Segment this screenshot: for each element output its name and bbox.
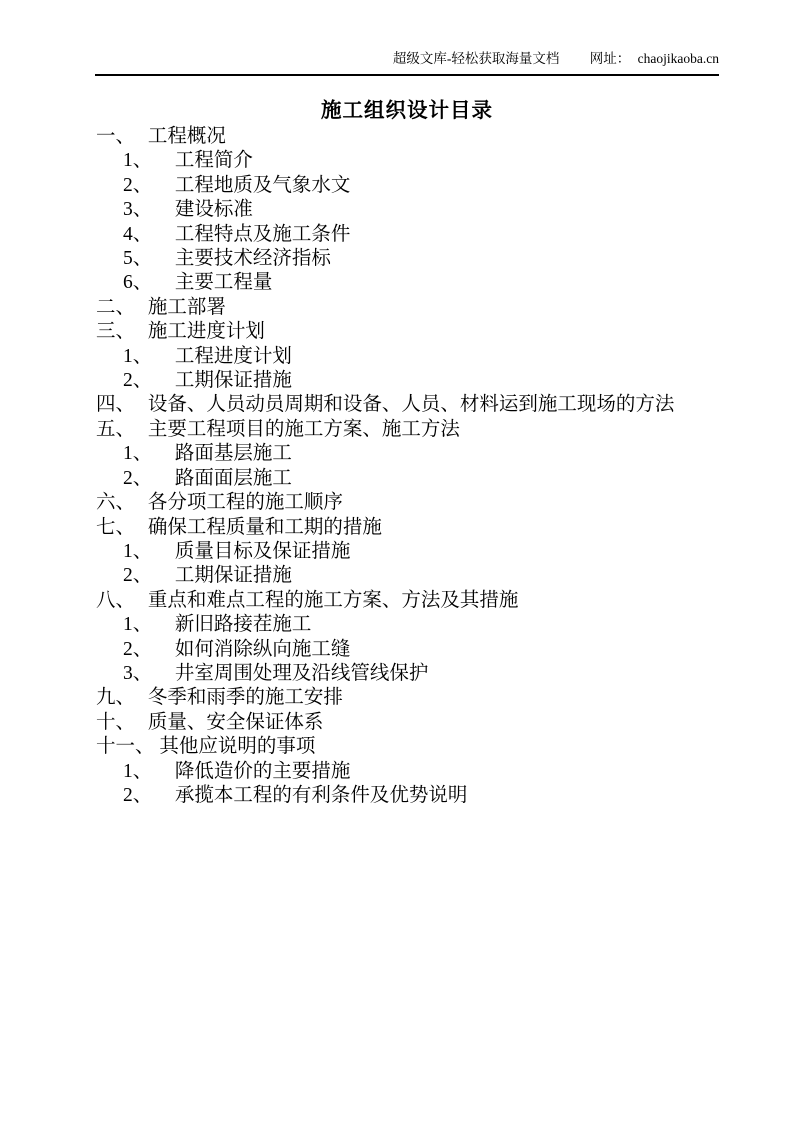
toc-item-text: 质量目标及保证措施 xyxy=(174,540,351,562)
toc-item-number: 6、 xyxy=(123,272,153,294)
toc-item xyxy=(95,198,719,222)
toc-item-text: 如何消除纵向施工缝 xyxy=(174,638,351,660)
toc-item-number: 1、 xyxy=(123,443,153,465)
toc-item-number: 2、 xyxy=(123,467,153,489)
toc-item-number: 1、 xyxy=(123,150,153,172)
toc-item-text: 施工部署 xyxy=(147,296,226,318)
header-url-label: 网址： xyxy=(589,51,631,66)
toc-item-number: 1、 xyxy=(123,614,153,636)
toc-item xyxy=(95,467,719,491)
toc-item-number: 2、 xyxy=(123,784,153,806)
toc-item-text: 施工进度计划 xyxy=(147,321,265,343)
toc-item xyxy=(95,223,719,247)
toc-item-text: 工程进度计划 xyxy=(174,345,292,367)
toc-item xyxy=(95,296,719,320)
toc-item xyxy=(95,345,719,369)
toc-item xyxy=(95,589,719,613)
toc-item xyxy=(95,564,719,588)
toc-item-text: 工期保证措施 xyxy=(174,565,292,587)
toc-item-text: 设备、人员动员周期和设备、人员、材料运到施工现场的方法 xyxy=(147,394,675,416)
toc-item-number: 七、 xyxy=(96,516,136,538)
toc-item-number: 五、 xyxy=(96,418,136,440)
document-title: 施工组织设计目录 xyxy=(321,100,493,122)
toc-item-number: 5、 xyxy=(123,248,153,270)
toc-item xyxy=(95,760,719,784)
toc-item-number: 1、 xyxy=(123,760,153,782)
toc-item xyxy=(95,686,719,710)
toc-item-number: 1、 xyxy=(123,540,153,562)
toc-item-number: 九、 xyxy=(96,687,136,709)
toc-item xyxy=(95,662,719,686)
toc-item-text: 降低造价的主要措施 xyxy=(174,760,351,782)
toc-item-number: 2、 xyxy=(123,638,153,660)
toc-item-text: 主要工程项目的施工方案、施工方法 xyxy=(147,418,460,440)
header-url: chaojikaoba.cn xyxy=(637,51,719,66)
toc-item xyxy=(95,784,719,808)
toc-item-text: 路面基层施工 xyxy=(174,443,292,465)
toc-item-text: 重点和难点工程的施工方案、方法及其措施 xyxy=(147,589,519,611)
toc-item-text: 工程地质及气象水文 xyxy=(174,174,351,196)
toc-item-number: 十、 xyxy=(96,711,136,733)
toc-item-text: 工期保证措施 xyxy=(174,370,292,392)
toc-item-number: 3、 xyxy=(123,199,153,221)
header-site-name: 超级文库-轻松获取海量文档 xyxy=(392,51,560,66)
toc-item xyxy=(95,613,719,637)
toc-item-number: 六、 xyxy=(96,492,136,514)
toc-item-number: 2、 xyxy=(123,370,153,392)
toc-item-text: 工程概况 xyxy=(147,126,226,147)
toc-item-number: 2、 xyxy=(123,565,153,587)
toc-item-text: 确保工程质量和工期的措施 xyxy=(147,516,382,538)
toc-item-text: 冬季和雨季的施工安排 xyxy=(147,687,343,709)
toc-item xyxy=(95,516,719,540)
toc-item xyxy=(95,418,719,442)
toc-item-number: 四、 xyxy=(96,394,136,416)
toc-item xyxy=(95,711,719,735)
toc-item-text: 井室周围处理及沿线管线保护 xyxy=(174,662,429,684)
toc-item xyxy=(95,320,719,344)
toc-item-number: 八、 xyxy=(96,589,136,611)
toc-item-text: 各分项工程的施工顺序 xyxy=(147,492,343,514)
toc-list xyxy=(95,125,719,808)
toc-item-text: 质量、安全保证体系 xyxy=(147,711,324,733)
toc-item xyxy=(95,247,719,271)
toc-item xyxy=(95,174,719,198)
toc-item xyxy=(95,271,719,295)
toc-item xyxy=(95,393,719,417)
toc-item-number: 1、 xyxy=(123,345,153,367)
toc-item-text: 承揽本工程的有利条件及优势说明 xyxy=(174,784,468,806)
toc-item-number: 三、 xyxy=(96,321,136,343)
toc-item xyxy=(95,491,719,515)
toc-item xyxy=(95,638,719,662)
toc-item-text: 建设标准 xyxy=(174,199,253,221)
toc-item-text: 路面面层施工 xyxy=(174,467,292,489)
toc-item xyxy=(95,735,719,759)
toc-item-text: 主要技术经济指标 xyxy=(174,248,331,270)
toc-item xyxy=(95,149,719,173)
toc-item xyxy=(95,540,719,564)
toc-item xyxy=(95,125,719,149)
toc-item-number: 十一、 xyxy=(96,736,155,758)
toc-item xyxy=(95,369,719,393)
toc-item-number: 二、 xyxy=(96,296,136,318)
toc-item-number: 4、 xyxy=(123,223,153,245)
toc-item-number: 2、 xyxy=(123,174,153,196)
toc-item-text: 工程简介 xyxy=(174,150,253,172)
toc-item-number: 3、 xyxy=(123,662,153,684)
toc-item-number: 一、 xyxy=(96,126,136,147)
toc-item-text: 其他应说明的事项 xyxy=(159,736,316,758)
toc-item-text: 主要工程量 xyxy=(174,272,273,294)
toc-item-text: 工程特点及施工条件 xyxy=(174,223,351,245)
toc-item-text: 新旧路接茬施工 xyxy=(174,614,312,636)
page-header xyxy=(95,0,719,76)
toc-item xyxy=(95,442,719,466)
